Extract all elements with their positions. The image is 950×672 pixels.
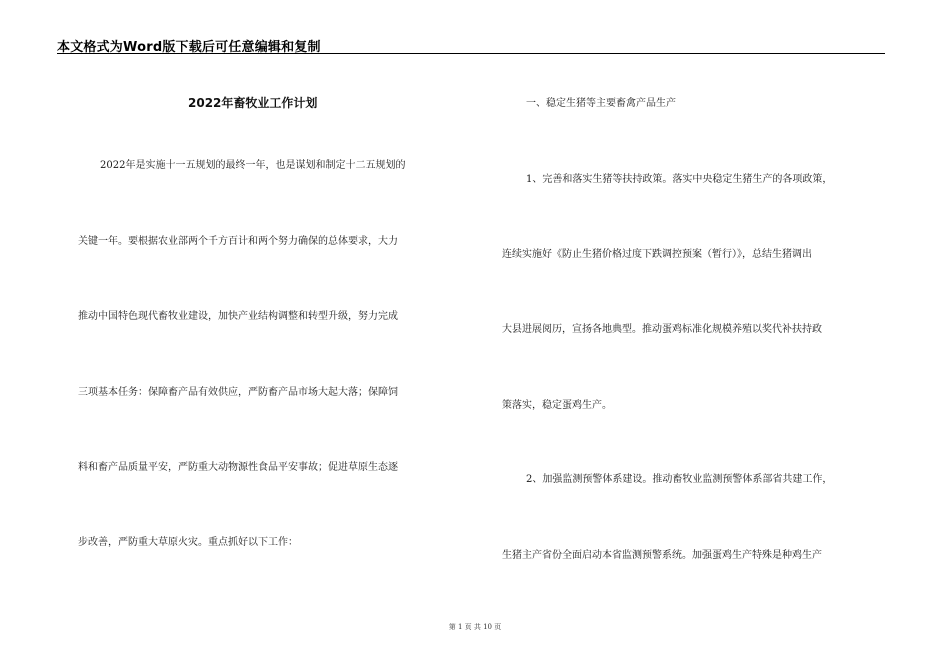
header-divider xyxy=(57,53,885,54)
right-paragraph-line: 2、加强监测预警体系建设。推动畜牧业监测预警体系部省共建工作， xyxy=(526,474,833,485)
left-paragraph-line: 关键一年。要根据农业部两个千方百计和两个努力确保的总体要求，大力 xyxy=(78,236,398,247)
right-paragraph-line: 策落实，稳定蛋鸡生产。 xyxy=(502,400,612,411)
right-paragraph-line: 大县进展阅历，宣扬各地典型。推动蛋鸡标准化规模养殖以奖代补扶持政 xyxy=(502,324,822,335)
left-paragraph-line: 三项基本任务：保障畜产品有效供应，严防畜产品市场大起大落；保障饲 xyxy=(78,387,398,398)
left-paragraph-line: 步改善，严防重大草原火灾。重点抓好以下工作： xyxy=(78,537,298,548)
right-paragraph-line: 生猪主产省份全面启动本省监测预警系统。加强蛋鸡生产特殊是种鸡生产 xyxy=(502,550,822,561)
left-paragraph-line: 2022年是实施十一五规划的最终一年，也是谋划和制定十二五规划的 xyxy=(100,160,406,171)
document-header-text: 本文格式为Word版下载后可任意编辑和复制 xyxy=(57,40,321,55)
left-paragraph-line: 推动中国特色现代畜牧业建设，加快产业结构调整和转型升级，努力完成 xyxy=(78,311,398,322)
right-paragraph-line: 1、完善和落实生猪等扶持政策。落实中央稳定生猪生产的各项政策， xyxy=(526,174,833,185)
section-heading: 一、稳定生猪等主要畜禽产品生产 xyxy=(526,98,676,109)
left-paragraph-line: 料和畜产品质量平安，严防重大动物源性食品平安事故；促进草原生态逐 xyxy=(78,462,398,473)
document-title: 2022年畜牧业工作计划 xyxy=(188,96,318,110)
page-number: 第 1 页 共 10 页 xyxy=(448,623,502,631)
right-paragraph-line: 连续实施好《防止生猪价格过度下跌调控预案（暂行）》，总结生猪调出 xyxy=(502,249,812,260)
